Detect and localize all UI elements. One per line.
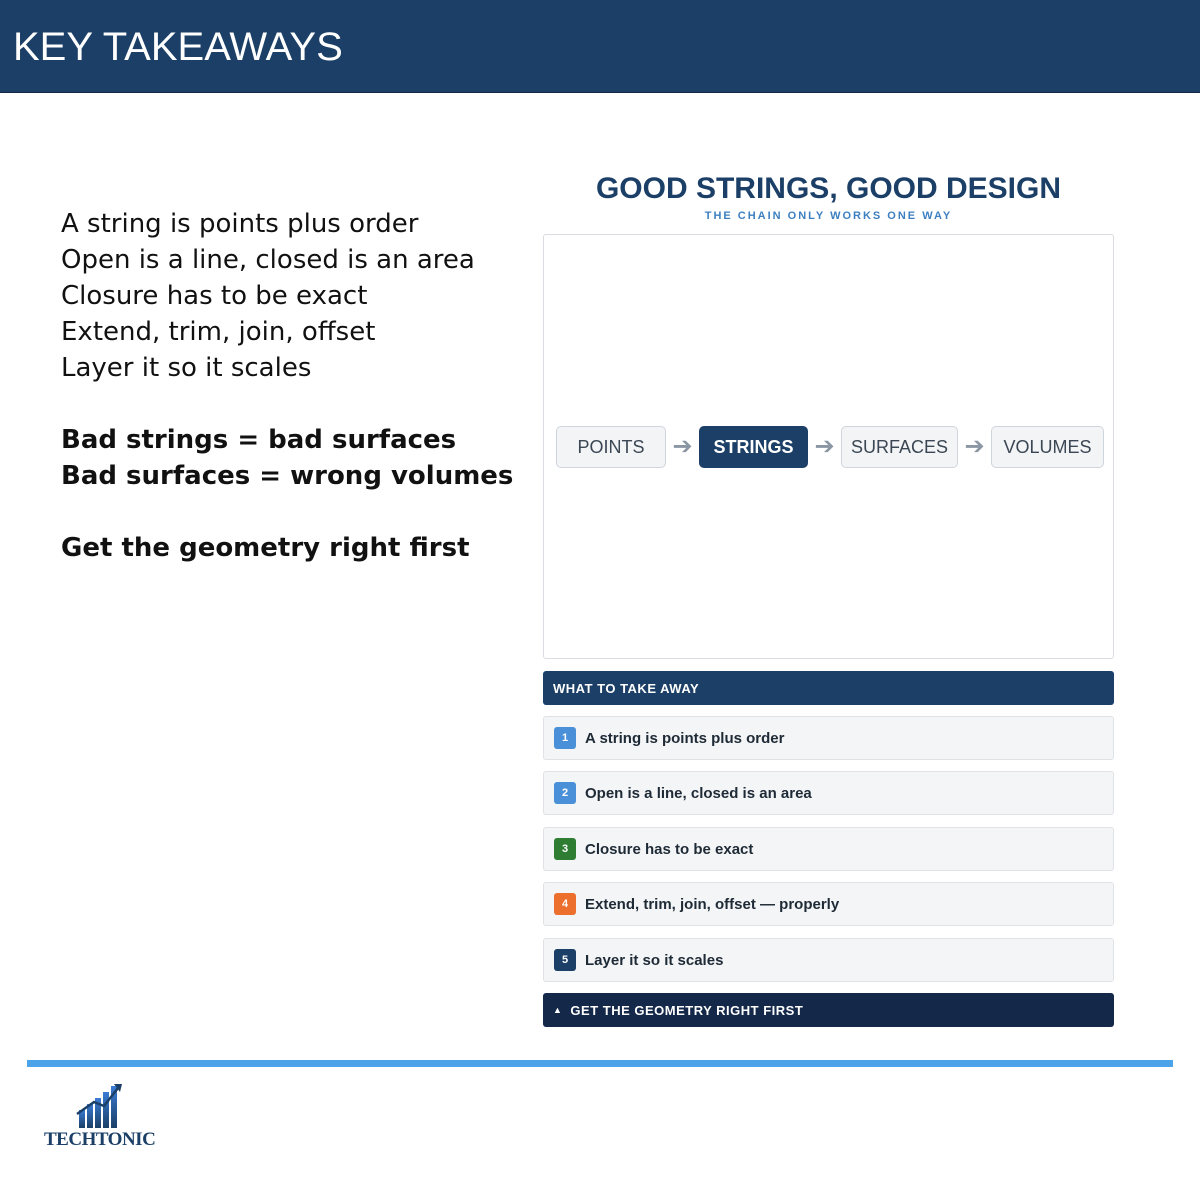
takeaway-text: Closure has to be exact bbox=[585, 840, 754, 858]
takeaway-item bbox=[543, 716, 1114, 760]
flow-step-strings: STRINGS bbox=[699, 426, 808, 468]
arrow-right-icon: ➔ bbox=[672, 433, 693, 460]
final-callout-text: GET THE GEOMETRY RIGHT FIRST bbox=[570, 1002, 804, 1018]
takeaway-item bbox=[543, 827, 1114, 871]
triangle-up-icon: ▲ bbox=[553, 1005, 563, 1015]
key-point: A string is points plus order bbox=[61, 209, 419, 239]
key-points-list bbox=[61, 206, 521, 566]
conclusion-line: Get the geometry right first bbox=[61, 533, 470, 563]
company-logo bbox=[44, 1080, 154, 1160]
page-title: KEY TAKEAWAYS bbox=[13, 25, 343, 69]
emphasis-line: Bad strings = bad surfaces bbox=[61, 425, 457, 455]
diagram-title: GOOD STRINGS, GOOD DESIGN bbox=[595, 172, 1062, 205]
takeaway-text: A string is points plus order bbox=[585, 729, 785, 747]
logo-wordmark: TECHTONIC bbox=[44, 1129, 156, 1150]
takeaway-item bbox=[543, 882, 1114, 926]
logo-chart-icon bbox=[44, 1080, 154, 1130]
key-point: Open is a line, closed is an area bbox=[61, 245, 475, 275]
takeaway-text: Extend, trim, join, offset — properly bbox=[585, 895, 840, 913]
key-point: Layer it so it scales bbox=[61, 353, 312, 383]
takeaway-item bbox=[543, 938, 1114, 982]
footer-divider bbox=[27, 1060, 1173, 1067]
takeaway-section-header: WHAT TO TAKE AWAY bbox=[543, 671, 1114, 705]
flow-chain bbox=[556, 425, 1104, 469]
final-callout-bar bbox=[543, 993, 1114, 1027]
number-badge: 2 bbox=[554, 782, 576, 804]
takeaway-text: Layer it so it scales bbox=[585, 951, 724, 969]
number-badge: 4 bbox=[554, 893, 576, 915]
flow-step-surfaces: SURFACES bbox=[841, 426, 958, 468]
diagram-subtitle: THE CHAIN ONLY WORKS ONE WAY bbox=[704, 210, 953, 222]
header-bar bbox=[0, 0, 1200, 93]
key-point: Closure has to be exact bbox=[61, 281, 368, 311]
number-badge: 5 bbox=[554, 949, 576, 971]
arrow-right-icon: ➔ bbox=[814, 433, 835, 460]
arrow-right-icon: ➔ bbox=[964, 433, 985, 460]
number-badge: 3 bbox=[554, 838, 576, 860]
takeaway-item bbox=[543, 771, 1114, 815]
number-badge: 1 bbox=[554, 727, 576, 749]
takeaway-text: Open is a line, closed is an area bbox=[585, 784, 812, 802]
conclusion-group bbox=[61, 530, 521, 566]
flow-step-volumes: VOLUMES bbox=[991, 426, 1104, 468]
emphasis-group bbox=[61, 422, 521, 494]
flow-step-points: POINTS bbox=[556, 426, 666, 468]
flow-diagram-panel bbox=[543, 234, 1114, 659]
emphasis-line: Bad surfaces = wrong volumes bbox=[61, 461, 514, 491]
key-point: Extend, trim, join, offset bbox=[61, 317, 376, 347]
